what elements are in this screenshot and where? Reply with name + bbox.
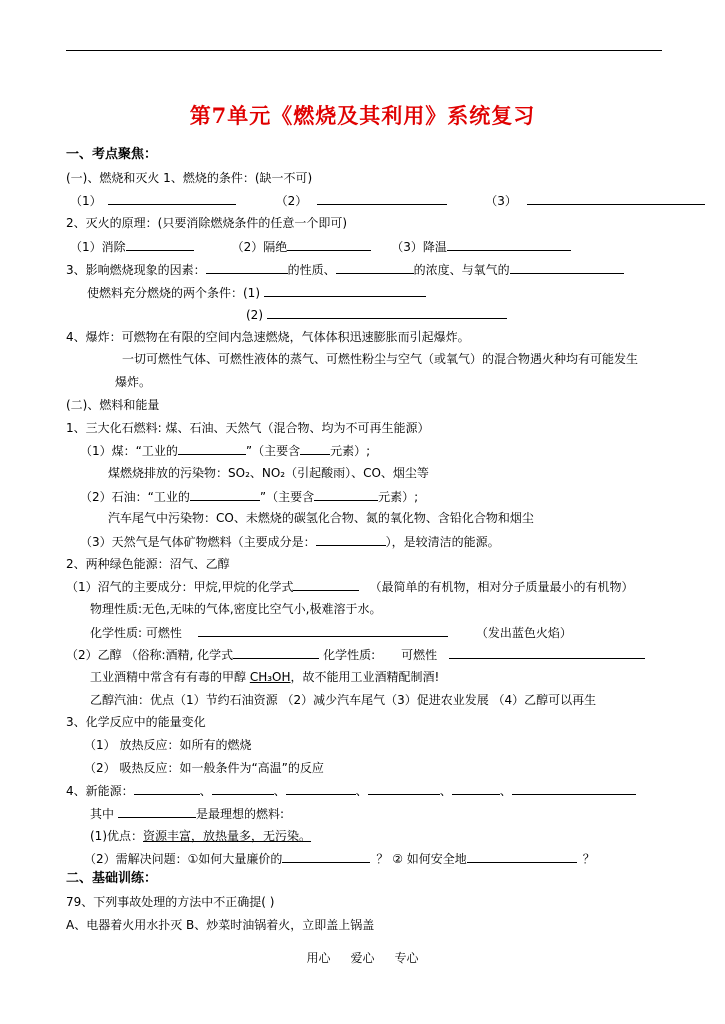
- text-line: 使燃料充分燃烧的两个条件：(1): [87, 284, 426, 301]
- text-line: 1、三大化石燃料: 煤、石油、天然气（混合物、均为不可再生能源）: [66, 421, 430, 435]
- text-line: 工业酒精中常含有有毒的甲醇 CH₃OH，故不能用工业酒精配制酒!: [90, 670, 440, 684]
- formula-ch3oh: CH₃OH: [249, 670, 291, 684]
- blank-line: [336, 261, 414, 274]
- text-line: 3、影响燃烧现象的因素： 的性质、 的浓度、与氧气的: [66, 261, 624, 278]
- blank-line: [264, 284, 426, 297]
- blank-line: [527, 192, 705, 205]
- blank-line: [293, 578, 359, 591]
- blank-line: [190, 488, 260, 501]
- page-title: 第7单元《燃烧及其利用》系统复习: [189, 103, 536, 128]
- blank-line: [317, 192, 447, 205]
- blank-line: [108, 192, 236, 205]
- text-line: 79、下列事故处理的方法中不正确提( ): [66, 895, 275, 909]
- blank-line: [178, 442, 246, 455]
- text-line: 4、爆炸：可燃物在有限的空间内急速燃烧，气体体积迅速膨胀而引起爆炸。: [66, 330, 470, 344]
- text-line: 汽车尾气中污染物：CO、未燃烧的碳氢化合物、氮的氧化物、含铅化合物和烟尘: [108, 511, 534, 525]
- text-line: (2): [246, 306, 507, 323]
- text-line: （1） 放热反应：如所有的燃烧: [84, 738, 252, 752]
- blank-line: [233, 646, 319, 659]
- text-line: 3、化学反应中的能量变化: [66, 715, 206, 729]
- blank-line: [287, 238, 371, 251]
- blank-line: [449, 646, 645, 659]
- text-line: （1） （2） （3）: [70, 192, 705, 209]
- header-rule: [66, 50, 662, 51]
- blank-line: [212, 782, 274, 795]
- text-line: (1)优点：资源丰富，放热量多，无污染。: [90, 829, 312, 843]
- section-heading-1: 一、考点聚焦：: [66, 147, 158, 162]
- text-line: A、电器着火用水扑灭 B、炒菜时油锅着火，立即盖上锅盖: [66, 918, 375, 932]
- text-line: （2）乙醇 （俗称:酒精, 化学式 化学性质: 可燃性: [66, 646, 645, 663]
- blank-line: [452, 782, 500, 795]
- text-line: (二)、燃料和能量: [66, 398, 160, 412]
- blank-line: [512, 782, 636, 795]
- blank-line: [286, 782, 356, 795]
- text-line: 4、新能源： 、 、 、 、 、: [66, 782, 636, 799]
- blank-line: [282, 850, 370, 863]
- text-line: 其中 是最理想的燃料:: [90, 807, 285, 821]
- blank-line: [206, 261, 288, 274]
- text-line: （1）煤：“工业的 ”（主要含 元素）;: [80, 444, 371, 458]
- text-line: （2）需解决问题：①如何大量廉价的 ？ ② 如何安全地 ？: [84, 852, 595, 866]
- text-line: 煤燃烧排放的污染物：SO₂、NO₂（引起酸雨）、CO、烟尘等: [108, 466, 429, 480]
- text-line: （2） 吸热反应：如一般条件为“高温”的反应: [84, 761, 324, 775]
- blank-line: [467, 850, 577, 863]
- text-line: （3）天然气是气体矿物燃料（主要成分是： ），是较清洁的能源。: [80, 535, 500, 549]
- text-line: 一切可燃性气体、可燃性液体的蒸气、可燃性粉尘与空气（或氧气）的混合物遇火种均有可能发生: [122, 352, 639, 366]
- text-line: （1）消除 （2）隔绝 （3）降温: [70, 238, 571, 255]
- blank-line: [126, 238, 194, 251]
- blank-line: [134, 782, 200, 795]
- text-line: （2）石油：“工业的 ”（主要含 元素）;: [80, 490, 419, 504]
- section-heading-2: 二、基础训练：: [66, 871, 158, 886]
- blank-line: [510, 261, 624, 274]
- blank-line: [198, 624, 448, 637]
- page-footer: 用心 爱心 专心: [306, 951, 419, 965]
- blank-line: [118, 805, 196, 818]
- blank-line: [300, 442, 330, 455]
- blank-line: [447, 238, 571, 251]
- blank-line: [314, 488, 378, 501]
- blank-line: [368, 782, 440, 795]
- text-line: 化学性质: 可燃性 （发出蓝色火焰）: [90, 626, 572, 640]
- blank-line: [316, 533, 386, 546]
- text-line: 2、两种绿色能源：沼气、乙醇: [66, 557, 230, 571]
- text-line: 2、灭火的原理：(只要消除燃烧条件的任意一个即可): [66, 216, 348, 230]
- text-line: 物理性质:无色,无味的气体,密度比空气小,极难溶于水。: [90, 602, 382, 616]
- text-line: (一)、燃烧和灭火 1、燃烧的条件：(缺一不可): [66, 171, 313, 185]
- text-line: 乙醇汽油：优点（1）节约石油资源 （2）减少汽车尾气（3）促进农业发展 （4）乙醇可以再生: [90, 693, 597, 707]
- text-line: 爆炸。: [115, 375, 152, 389]
- blank-line: [267, 306, 507, 319]
- text-line: （1）沼气的主要成分：甲烷,甲烷的化学式 （最简单的有机物，相对分子质量最小的有机物）: [66, 580, 634, 594]
